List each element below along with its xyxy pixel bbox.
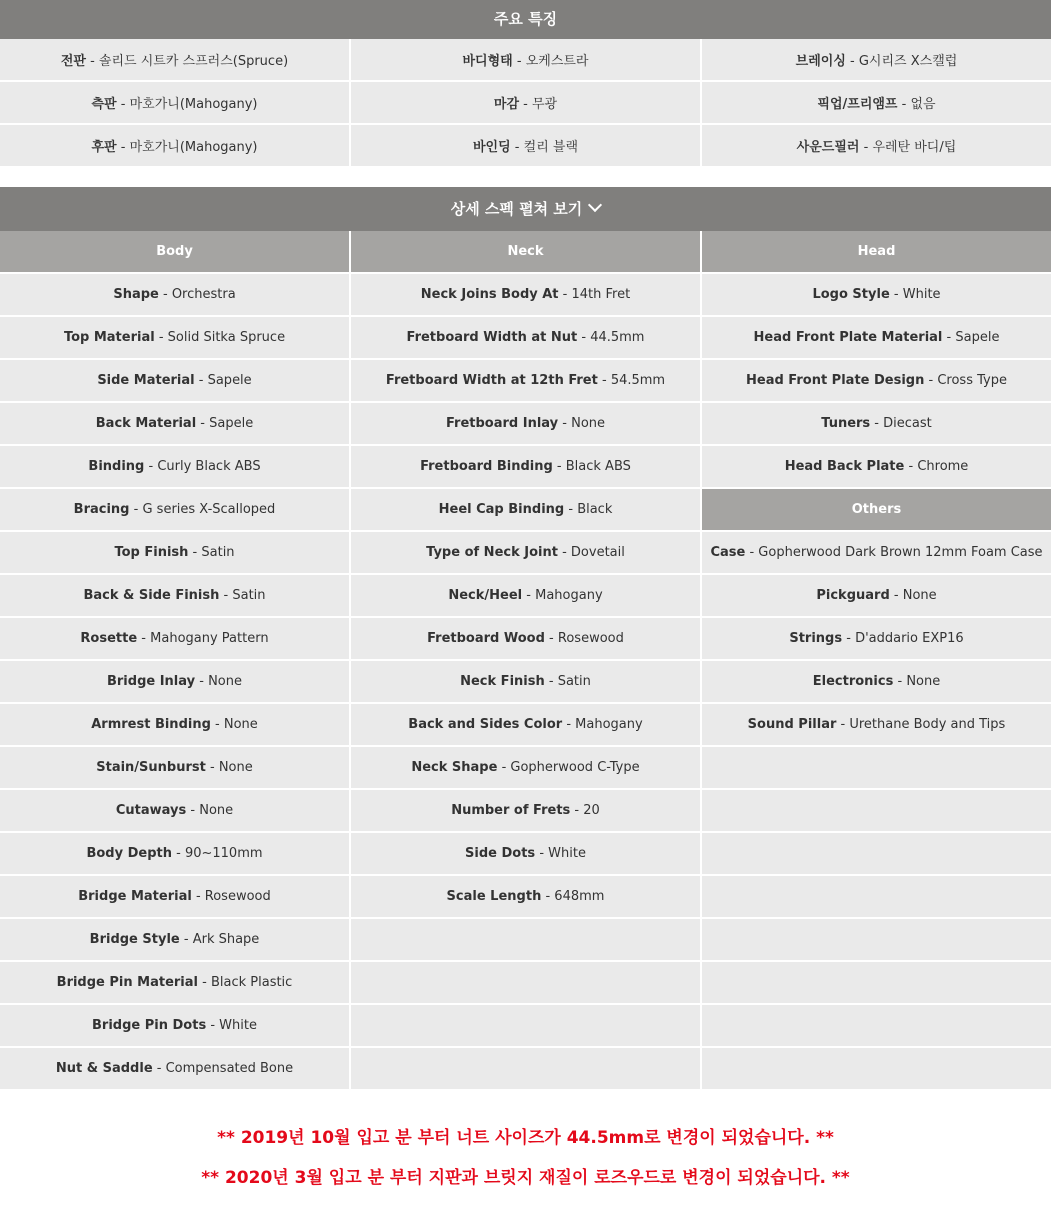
table-row (0, 919, 1051, 960)
spec-cell (702, 403, 1051, 444)
spec-separator: - (544, 631, 558, 646)
spec-value: White (902, 287, 941, 302)
spec-value: 648mm (554, 889, 605, 904)
empty-cell (702, 790, 1051, 831)
spec-cell (0, 962, 349, 1003)
spec-value: G시리즈 X스캘럽 (858, 54, 958, 69)
table-row (0, 446, 1051, 487)
spec-label: Side Material (97, 373, 195, 388)
spec-cell (702, 39, 1051, 80)
spec-cell (0, 747, 349, 788)
spec-label: Nut & Saddle (55, 1061, 153, 1076)
spec-cell (702, 446, 1051, 487)
spec-cell (351, 82, 700, 123)
spec-separator: - (186, 803, 200, 818)
column-header-head: Head (702, 231, 1051, 272)
spec-value: Mahogany Pattern (150, 631, 269, 646)
spec-cell (702, 82, 1051, 123)
table-row (0, 661, 1051, 702)
spec-value: Sapele (955, 330, 1000, 345)
spec-value: White (219, 1018, 257, 1033)
spec-label: Bracing (73, 502, 130, 517)
empty-cell (702, 919, 1051, 960)
spec-value: 없음 (910, 97, 936, 112)
spec-label: Shape (113, 287, 159, 302)
spec-value: Black (577, 502, 613, 517)
spec-label: Back Material (95, 416, 197, 431)
spec-label: Armrest Binding (91, 717, 211, 732)
spec-label: Neck Joins Body At (420, 287, 559, 302)
notes (0, 1119, 1051, 1199)
spec-value: Diecast (883, 416, 932, 431)
spec-cell (351, 446, 700, 487)
spec-separator: - (889, 287, 903, 302)
spec-label: Body Depth (86, 846, 172, 861)
spec-cell (351, 833, 700, 874)
spec-label: Head Front Plate Material (753, 330, 943, 345)
column-header-body: Body (0, 231, 349, 272)
spec-cell (0, 1048, 349, 1089)
spec-separator: - (535, 846, 549, 861)
spec-label: 측판 (91, 97, 117, 112)
spec-label: Sound Pillar (747, 717, 837, 732)
spec-label: Bridge Material (78, 889, 192, 904)
chevron-down-icon (588, 198, 602, 212)
spec-value: None (902, 588, 937, 603)
spec-separator: - (597, 373, 611, 388)
spec-separator: - (557, 545, 571, 560)
spec-separator: - (522, 588, 536, 603)
spec-label: Head Back Plate (784, 459, 905, 474)
spec-label: Top Finish (114, 545, 189, 560)
spec-cell (351, 747, 700, 788)
spec-separator: - (195, 674, 209, 689)
spec-separator: - (85, 54, 99, 69)
spec-cell (0, 575, 349, 616)
spec-value: None (223, 717, 258, 732)
spec-separator: - (510, 140, 524, 155)
empty-cell (702, 876, 1051, 917)
spec-cell (702, 661, 1051, 702)
spec-label: Cutaways (115, 803, 187, 818)
spec-separator: - (836, 717, 850, 732)
spec-cell (0, 876, 349, 917)
spec-cell (0, 1005, 349, 1046)
spec-separator: - (519, 97, 532, 112)
spec-value: 컬리 블랙 (523, 140, 579, 155)
spec-value: Orchestra (171, 287, 236, 302)
spec-value: Rosewood (204, 889, 271, 904)
spec-separator: - (171, 846, 185, 861)
spec-value: Mahogany (575, 717, 643, 732)
spec-separator: - (889, 588, 903, 603)
note-line: ** 2020년 3월 입고 분 부터 지판과 브릿지 재질이 로즈우드로 변경이 되었습니다. ** (201, 1168, 850, 1188)
spec-cell (351, 575, 700, 616)
spec-separator: - (924, 373, 938, 388)
table-row (0, 317, 1051, 358)
main-features-header (0, 0, 1051, 39)
spec-separator: - (144, 459, 158, 474)
spec-value: G series X-Scalloped (142, 502, 276, 517)
spec-label: 브레이싱 (795, 54, 846, 69)
spec-separator: - (544, 674, 558, 689)
spec-cell (0, 661, 349, 702)
spec-value: Curly Black ABS (157, 459, 261, 474)
spec-value: Mahogany (535, 588, 603, 603)
spec-value: None (199, 803, 234, 818)
table-row (0, 39, 1051, 80)
spec-label: Logo Style (812, 287, 890, 302)
spec-cell (351, 39, 700, 80)
column-header-neck: Neck (351, 231, 700, 272)
spec-cell (0, 317, 349, 358)
spec-separator: - (541, 889, 555, 904)
spec-separator: - (562, 717, 576, 732)
spec-value: 우레탄 바디/팁 (872, 140, 957, 155)
empty-cell (702, 747, 1051, 788)
spec-label: Stain/Sunburst (96, 760, 206, 775)
spec-separator: - (745, 545, 759, 560)
spec-value: 마호가니(Mahogany) (129, 140, 258, 155)
spec-separator: - (558, 287, 572, 302)
spec-value: Solid Sitka Spruce (167, 330, 286, 345)
spec-separator: - (179, 932, 193, 947)
spec-cell (351, 704, 700, 745)
spec-cell (0, 833, 349, 874)
spec-label: Back & Side Finish (83, 588, 220, 603)
main-features-title: 주요 특징 (493, 10, 558, 28)
spec-label: Case (710, 545, 746, 560)
table-row (0, 575, 1051, 616)
spec-label: Fretboard Binding (420, 459, 553, 474)
spec-label: Tuners (821, 416, 871, 431)
spec-value: Rosewood (557, 631, 624, 646)
spec-label: Bridge Style (89, 932, 180, 947)
table-row (0, 489, 1051, 530)
spec-separator: - (845, 54, 859, 69)
spec-separator: - (570, 803, 584, 818)
spec-separator: - (205, 760, 219, 775)
spec-value: 14th Fret (571, 287, 631, 302)
spec-cell (702, 704, 1051, 745)
spec-separator: - (942, 330, 956, 345)
spec-label: Fretboard Width at 12th Fret (385, 373, 598, 388)
spec-label: Back and Sides Color (408, 717, 563, 732)
spec-cell (351, 403, 700, 444)
spec-label: 마감 (493, 97, 520, 112)
spec-separator: - (219, 588, 233, 603)
table-row (0, 747, 1051, 788)
spec-label: Neck Finish (460, 674, 545, 689)
spec-separator: - (116, 97, 130, 112)
spec-cell (351, 317, 700, 358)
spec-cell (0, 704, 349, 745)
spec-separator: - (904, 459, 918, 474)
spec-separator: - (196, 416, 210, 431)
spec-label: Side Dots (465, 846, 536, 861)
spec-cell (0, 919, 349, 960)
spec-label: Number of Frets (451, 803, 571, 818)
spec-label: Bridge Pin Material (56, 975, 198, 990)
spec-value: None (218, 760, 253, 775)
table-row (0, 1048, 1051, 1089)
spec-separator: - (152, 1061, 166, 1076)
spec-label: Type of Neck Joint (426, 545, 558, 560)
empty-cell (351, 962, 700, 1003)
spec-cell (702, 317, 1051, 358)
spec-value: 무광 (531, 97, 558, 112)
empty-cell (351, 1048, 700, 1089)
spec-separator: - (116, 140, 130, 155)
spec-separator: - (129, 502, 143, 517)
detail-specs-table (0, 229, 1051, 1091)
spec-label: Top Material (63, 330, 155, 345)
spec-label: Fretboard Inlay (445, 416, 559, 431)
spec-value: Gopherwood Dark Brown 12mm Foam Case (758, 545, 1043, 560)
spec-cell (702, 532, 1051, 573)
spec-label: Fretboard Wood (427, 631, 545, 646)
spec-label: Electronics (812, 674, 894, 689)
spec-separator: - (191, 889, 205, 904)
spec-cell (0, 274, 349, 315)
spec-separator: - (842, 631, 856, 646)
spec-label: Pickguard (816, 588, 890, 603)
spec-label: Bridge Pin Dots (92, 1018, 207, 1033)
spec-label: Binding (88, 459, 145, 474)
spec-cell (702, 618, 1051, 659)
spec-separator: - (870, 416, 884, 431)
spec-separator: - (188, 545, 202, 560)
spec-cell (0, 790, 349, 831)
empty-cell (702, 1048, 1051, 1089)
table-row (0, 82, 1051, 123)
spec-cell (351, 274, 700, 315)
spec-value: Gopherwood C-Type (510, 760, 640, 775)
spec-cell (0, 446, 349, 487)
spec-label: Fretboard Width at Nut (406, 330, 578, 345)
spec-label: 픽업/프리앰프 (817, 97, 898, 112)
spec-separator: - (137, 631, 151, 646)
spec-value: Compensated Bone (165, 1061, 294, 1076)
table-row (0, 274, 1051, 315)
spec-cell (351, 618, 700, 659)
spec-separator: - (577, 330, 591, 345)
spec-separator: - (210, 717, 224, 732)
spec-label: Heel Cap Binding (438, 502, 565, 517)
spec-label: 후판 (91, 140, 117, 155)
spec-cell (0, 489, 349, 530)
spec-value: Satin (557, 674, 591, 689)
spec-value: None (906, 674, 941, 689)
main-features-table (0, 37, 1051, 168)
table-row (0, 704, 1051, 745)
spec-cell (0, 403, 349, 444)
spec-separator: - (552, 459, 566, 474)
spec-cell (0, 532, 349, 573)
spec-value: 오케스트라 (525, 54, 589, 69)
spec-separator: - (206, 1018, 220, 1033)
spec-label: 바인딩 (472, 140, 511, 155)
spec-separator: - (158, 287, 172, 302)
spec-value: 54.5mm (610, 373, 666, 388)
empty-cell (351, 1005, 700, 1046)
spec-label: Strings (789, 631, 843, 646)
spec-label: Neck/Heel (448, 588, 523, 603)
table-row (0, 360, 1051, 401)
spec-label: Scale Length (446, 889, 542, 904)
spec-value: Urethane Body and Tips (849, 717, 1006, 732)
empty-cell (702, 1005, 1051, 1046)
table-row (0, 403, 1051, 444)
spec-cell (351, 532, 700, 573)
spec-value: D'addario EXP16 (855, 631, 964, 646)
spec-value: None (571, 416, 606, 431)
table-row (0, 876, 1051, 917)
table-row (0, 618, 1051, 659)
spec-cell (702, 360, 1051, 401)
spec-cell (0, 39, 349, 80)
spec-cell (351, 125, 700, 166)
empty-cell (702, 833, 1051, 874)
spec-separator: - (154, 330, 168, 345)
spec-label: 사운드필러 (796, 140, 860, 155)
spec-cell (351, 661, 700, 702)
table-row (0, 532, 1051, 573)
spec-label: 바디형태 (462, 54, 513, 69)
spec-cell (702, 125, 1051, 166)
spec-cell (0, 125, 349, 166)
detail-specs-title: 상세 스펙 펼쳐 보기 (450, 200, 583, 218)
spec-separator: - (893, 674, 907, 689)
spec-separator: - (497, 760, 511, 775)
table-row (0, 1005, 1051, 1046)
spec-value: Sapele (209, 416, 254, 431)
spec-value: Ark Shape (192, 932, 260, 947)
spec-value: Chrome (917, 459, 969, 474)
spec-value: 솔리드 시트카 스프러스(Spruce) (98, 54, 289, 69)
spec-value: Satin (201, 545, 235, 560)
spec-separator: - (198, 975, 211, 990)
table-row (0, 125, 1051, 166)
spec-value: Sapele (207, 373, 252, 388)
spec-label: Head Front Plate Design (746, 373, 925, 388)
spec-label: 전판 (60, 54, 86, 69)
column-header-row (0, 231, 1051, 272)
spec-separator: - (897, 97, 911, 112)
table-row (0, 833, 1051, 874)
spec-cell (702, 575, 1051, 616)
spec-cell (0, 82, 349, 123)
column-header-others: Others (702, 489, 1051, 530)
spec-cell (0, 360, 349, 401)
spec-value: Satin (232, 588, 266, 603)
spec-value: 마호가니(Mahogany) (129, 97, 258, 112)
spec-label: Neck Shape (411, 760, 498, 775)
empty-cell (351, 919, 700, 960)
spec-separator: - (194, 373, 208, 388)
spec-cell (351, 360, 700, 401)
spec-value: Black ABS (565, 459, 631, 474)
spec-cell (351, 489, 700, 530)
spec-value: Black Plastic (210, 975, 293, 990)
spec-value: 44.5mm (590, 330, 645, 345)
empty-cell (702, 962, 1051, 1003)
spec-separator: - (859, 140, 873, 155)
note-line: ** 2019년 10월 입고 분 부터 너트 사이즈가 44.5mm로 변경이 되었습니다. ** (217, 1128, 834, 1148)
spec-value: Cross Type (937, 373, 1007, 388)
spec-cell (351, 876, 700, 917)
table-row (0, 790, 1051, 831)
spec-cell (0, 618, 349, 659)
spec-label: Bridge Inlay (106, 674, 196, 689)
spec-separator: - (558, 416, 572, 431)
spec-value: 20 (583, 803, 600, 818)
table-row (0, 962, 1051, 1003)
spec-label: Rosette (80, 631, 138, 646)
spec-cell (702, 274, 1051, 315)
spec-value: Dovetail (570, 545, 625, 560)
spec-value: White (548, 846, 586, 861)
spec-cell (351, 790, 700, 831)
spec-separator: - (512, 54, 526, 69)
spec-value: None (208, 674, 242, 689)
spec-value: 90~110mm (184, 846, 263, 861)
detail-specs-toggle[interactable] (0, 187, 1051, 231)
spec-separator: - (564, 502, 578, 517)
